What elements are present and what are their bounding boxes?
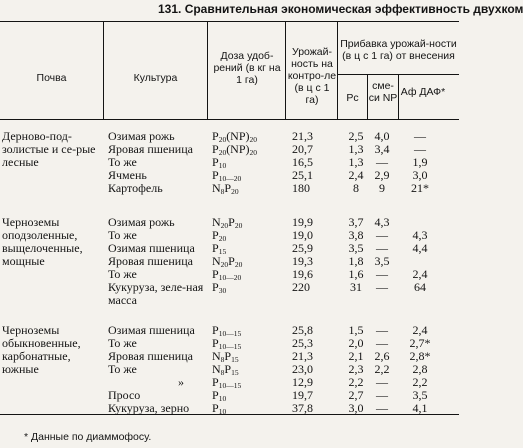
crop-name: Ячмень xyxy=(108,168,147,182)
increase-af: 2,7* xyxy=(409,336,431,350)
col-divider xyxy=(337,22,338,119)
increase-np: — xyxy=(376,323,388,337)
top-rule xyxy=(0,21,459,22)
dose-value: $P_{10}$ xyxy=(212,401,227,416)
dose-value: $P_{10}$ xyxy=(212,155,227,170)
crop-name: Озимая рожь xyxy=(108,215,175,229)
dose-value: $P_{20}(NP)_{20}$ xyxy=(212,142,258,157)
increase-rc: 3,0 xyxy=(348,401,364,415)
header-bottom-rule xyxy=(0,119,459,120)
increase-np: — xyxy=(376,267,388,281)
increase-rc: 1,3 xyxy=(348,155,364,169)
dose-value: $N_8P_{15}$ xyxy=(212,349,239,364)
table-title: 131. Сравнительная экономическая эффективность двухком xyxy=(158,2,523,16)
yield-value: 12,9 xyxy=(292,375,313,389)
soil-name: Черноземы оподзоленные, выщелоченные, мощные xyxy=(2,215,83,268)
increase-np: — xyxy=(376,388,388,402)
increase-np: 2,2 xyxy=(374,362,390,376)
increase-np: 3,5 xyxy=(374,254,390,268)
yield-value: 21,3 xyxy=(292,349,313,363)
crop-name: То же xyxy=(108,228,137,242)
crop-name: То же xyxy=(108,362,137,376)
increase-rc: 1,8 xyxy=(348,254,364,268)
crop-name: Кукуруза, зеле-ная масса xyxy=(108,280,204,307)
crop-name: То же xyxy=(108,267,137,281)
yield-value: 25,3 xyxy=(292,336,313,350)
increase-rc: 3,5 xyxy=(348,241,364,255)
yield-value: 220 xyxy=(292,280,310,294)
increase-af: 2,2 xyxy=(412,375,428,389)
increase-np: — xyxy=(376,336,388,350)
increase-af: 4,1 xyxy=(412,401,428,415)
increase-af: 2,8 xyxy=(412,362,428,376)
dose-value: $P_{10—20}$ xyxy=(212,267,242,282)
yield-value: 20,7 xyxy=(292,142,313,156)
increase-af: 4,3 xyxy=(412,228,428,242)
crop-name: То же xyxy=(108,155,137,169)
col-divider xyxy=(398,74,399,119)
soil-name: Дерново-под-золистые и се-рые лесные xyxy=(2,129,96,169)
dose-value: $P_{15}$ xyxy=(212,241,227,256)
header-rc: Рс xyxy=(346,92,359,104)
dose-value: $P_{10—15}$ xyxy=(212,336,242,351)
dose-value: $N_8P_{20}$ xyxy=(212,181,239,196)
increase-af: 21* xyxy=(411,181,429,195)
increase-rc: 1,6 xyxy=(348,267,364,281)
increase-af: 4,4 xyxy=(412,241,428,255)
increase-rc: 31 xyxy=(350,280,362,294)
increase-rc: 2,7 xyxy=(348,388,364,402)
crop-name: Яровая пшеница xyxy=(108,349,193,363)
increase-np: — xyxy=(376,155,388,169)
yield-value: 25,9 xyxy=(292,241,313,255)
increase-af: 2,8* xyxy=(409,349,431,363)
increase-rc: 2,3 xyxy=(348,362,364,376)
increase-af: 64 xyxy=(414,280,426,294)
crop-name: Картофель xyxy=(108,181,163,195)
increase-np: 4,0 xyxy=(374,129,390,143)
dose-value: $P_{20}(NP)_{20}$ xyxy=(212,129,258,144)
increase-rc: 3,7 xyxy=(348,215,364,229)
yield-value: 23,0 xyxy=(292,362,313,376)
crop-name: Озимая пшеница xyxy=(108,241,195,255)
increase-np: 4,3 xyxy=(374,215,390,229)
crop-name: Яровая пшеница xyxy=(108,254,193,268)
yield-value: 16,5 xyxy=(292,155,313,169)
header-soil: Почва xyxy=(36,72,67,84)
increase-np: 2,6 xyxy=(374,349,390,363)
increase-rc: 2,2 xyxy=(348,375,364,389)
header-crop: Культура xyxy=(133,72,178,84)
crop-name: » xyxy=(178,375,184,389)
increase-af: 3,0 xyxy=(412,168,428,182)
increase-rc: 2,0 xyxy=(348,336,364,350)
increase-np: 9 xyxy=(379,181,385,195)
dose-value: $P_{10}$ xyxy=(212,388,227,403)
increase-af: 1,9 xyxy=(412,155,428,169)
yield-value: 19,7 xyxy=(292,388,313,402)
increase-rc: 2,5 xyxy=(348,129,364,143)
increase-np: — xyxy=(376,241,388,255)
yield-value: 21,3 xyxy=(292,129,313,143)
increase-rc: 2,1 xyxy=(348,349,364,363)
col-divider xyxy=(285,22,286,119)
increase-af: 2,4 xyxy=(412,267,428,281)
crop-name: Озимая рожь xyxy=(108,129,175,143)
yield-value: 37,8 xyxy=(292,401,313,415)
dose-value: $P_{30}$ xyxy=(212,280,227,295)
yield-value: 19,3 xyxy=(292,254,313,268)
increase-np: — xyxy=(376,401,388,415)
header-af: Аф ДАФ* xyxy=(400,86,446,98)
increase-af: — xyxy=(414,129,426,143)
increase-np: — xyxy=(376,228,388,242)
yield-value: 25,1 xyxy=(292,168,313,182)
increase-af: 2,4 xyxy=(412,323,428,337)
col-divider xyxy=(103,22,104,119)
yield-value: 19,0 xyxy=(292,228,313,242)
increase-af: — xyxy=(414,142,426,156)
dose-value: $N_{20}P_{20}$ xyxy=(212,254,243,269)
yield-value: 25,8 xyxy=(292,323,313,337)
yield-value: 19,6 xyxy=(292,267,313,281)
crop-name: Просо xyxy=(108,388,141,402)
header-increase: Прибавка урожай-ности (в ц с 1 га) от внесения xyxy=(340,38,457,62)
subheader-rule xyxy=(338,74,459,75)
crop-name: То же xyxy=(108,336,137,350)
crop-name: Кукуруза, зерно xyxy=(108,401,190,415)
dose-value: $P_{10—15}$ xyxy=(212,323,242,338)
increase-rc: 1,3 xyxy=(348,142,364,156)
increase-rc: 3,8 xyxy=(348,228,364,242)
dose-value: $P_{10—20}$ xyxy=(212,168,242,183)
footnote: * Данные по диаммофосу. xyxy=(24,431,152,443)
crop-name: Озимая пшеница xyxy=(108,323,195,337)
header-dose: Доза удоб-рений (в кг на 1 га) xyxy=(213,50,281,86)
dose-value: $P_{10—15}$ xyxy=(212,375,242,390)
dose-value: $N_8P_{15}$ xyxy=(212,362,239,377)
increase-af: 3,5 xyxy=(412,388,428,402)
header-np: сме-си NP xyxy=(368,80,398,104)
increase-np: — xyxy=(376,280,388,294)
col-divider xyxy=(207,22,208,119)
increase-rc: 8 xyxy=(353,181,359,195)
increase-rc: 2,4 xyxy=(348,168,364,182)
increase-rc: 1,5 xyxy=(348,323,364,337)
dose-value: $P_{20}$ xyxy=(212,228,227,243)
dose-value: $N_{20}P_{20}$ xyxy=(212,215,243,230)
yield-value: 19,9 xyxy=(292,215,313,229)
soil-name: Черноземы обыкновенные, карбонатные, южные xyxy=(2,323,81,376)
increase-np: 2,9 xyxy=(374,168,390,182)
increase-np: 3,4 xyxy=(374,142,390,156)
crop-name: Яровая пшеница xyxy=(108,142,193,156)
increase-np: — xyxy=(376,375,388,389)
yield-value: 180 xyxy=(292,181,310,195)
header-yield: Урожай-ность на контро-ле (в ц с 1 га) xyxy=(287,46,337,106)
